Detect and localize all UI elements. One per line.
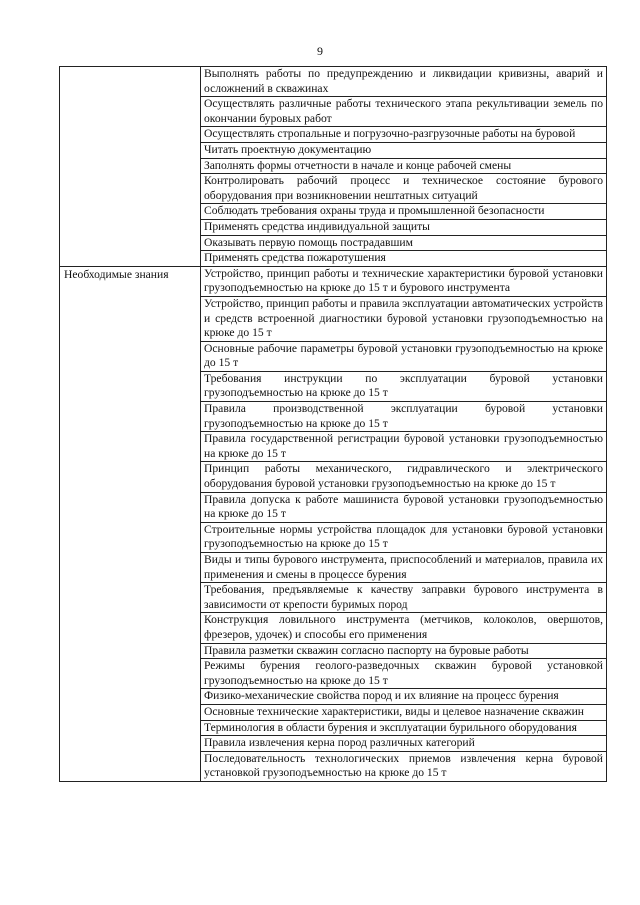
table-cell-item: Соблюдать требования охраны труда и промышленной безопасности bbox=[201, 204, 607, 220]
table-cell-item: Выполнять работы по предупреждению и ликвидации кривизны, аварий и осложнений в скважинах bbox=[201, 67, 607, 97]
table-cell-item: Конструкция ловильного инструмента (метчиков, колоколов, овершотов, фрезеров, удочек) и способы его применения bbox=[201, 613, 607, 643]
table-cell-item: Основные рабочие параметры буровой установки грузоподъемностью на крюке до 15 т bbox=[201, 341, 607, 371]
table-cell-item: Устройство, принцип работы и правила эксплуатации автоматических устройств и средств встроенной диагностики буровой установки грузоподъемностью на крюке до 15 т bbox=[201, 296, 607, 341]
table-cell-item: Правила допуска к работе машиниста буровой установки грузоподъемностью на крюке до 15 т bbox=[201, 492, 607, 522]
table-cell-item: Устройство, принцип работы и технические характеристики буровой установки грузоподъемностью на крюке до 15 т и бурового инструмента bbox=[201, 266, 607, 296]
table-cell-item: Правила извлечения керна пород различных категорий bbox=[201, 736, 607, 752]
table-row bbox=[60, 67, 607, 97]
table-cell-item: Принцип работы механического, гидравлического и электрического оборудования буровой установки грузоподъемностью на крюке до 15 т bbox=[201, 462, 607, 492]
table-cell-item: Правила разметки скважин согласно паспорту на буровые работы bbox=[201, 643, 607, 659]
table-row bbox=[60, 266, 607, 296]
table-cell-item: Требования инструкции по эксплуатации буровой установки грузоподъемностью на крюке до 15 т bbox=[201, 371, 607, 401]
table-cell-item: Применять средства индивидуальной защиты bbox=[201, 219, 607, 235]
table-cell-item: Заполнять формы отчетности в начале и конце рабочей смены bbox=[201, 158, 607, 174]
table-cell-item: Оказывать первую помощь пострадавшим bbox=[201, 235, 607, 251]
table-cell-item: Терминология в области бурения и эксплуатации бурильного оборудования bbox=[201, 720, 607, 736]
table-cell-item: Основные технические характеристики, виды и целевое назначение скважин bbox=[201, 704, 607, 720]
table-cell-item: Контролировать рабочий процесс и техническое состояние бурового оборудования при возникновении нештатных ситуаций bbox=[201, 174, 607, 204]
table-cell-item: Правила производственной эксплуатации буровой установки грузоподъемностью на крюке до 15 т bbox=[201, 402, 607, 432]
category-label: Необходимые знания bbox=[60, 266, 201, 781]
table-cell-item: Правила государственной регистрации буровой установки грузоподъемностью на крюке до 15 т bbox=[201, 432, 607, 462]
table-cell-item: Режимы бурения геолого-разведочных скважин буровой установкой грузоподъемностью на крюке до 15 т bbox=[201, 659, 607, 689]
requirements-table bbox=[59, 66, 607, 782]
requirements-table-body bbox=[60, 67, 607, 782]
table-cell-item: Требования, предъявляемые к качеству заправки бурового инструмента в зависимости от крепости буримых пород bbox=[201, 583, 607, 613]
table-cell-item: Осуществлять различные работы технического этапа рекультивации земель по окончании буровых работ bbox=[201, 97, 607, 127]
table-cell-item: Физико-механические свойства пород и их влияние на процесс бурения bbox=[201, 689, 607, 705]
page-number: 9 bbox=[317, 44, 323, 58]
table-cell-item: Последовательность технологических приемов извлечения керна буровой установкой грузоподъемностью на крюке до 15 т bbox=[201, 751, 607, 781]
table-cell-item: Применять средства пожаротушения bbox=[201, 251, 607, 267]
requirements-table-wrap bbox=[59, 66, 606, 782]
table-cell-item: Читать проектную документацию bbox=[201, 142, 607, 158]
table-cell-item: Осуществлять стропальные и погрузочно-разгрузочные работы на буровой bbox=[201, 127, 607, 143]
table-cell-item: Строительные нормы устройства площадок для установки буровой установки грузоподъемностью на крюке до 15 т bbox=[201, 522, 607, 552]
category-label bbox=[60, 67, 201, 267]
table-cell-item: Виды и типы бурового инструмента, приспособлений и материалов, правила их применения и смены в процессе бурения bbox=[201, 553, 607, 583]
